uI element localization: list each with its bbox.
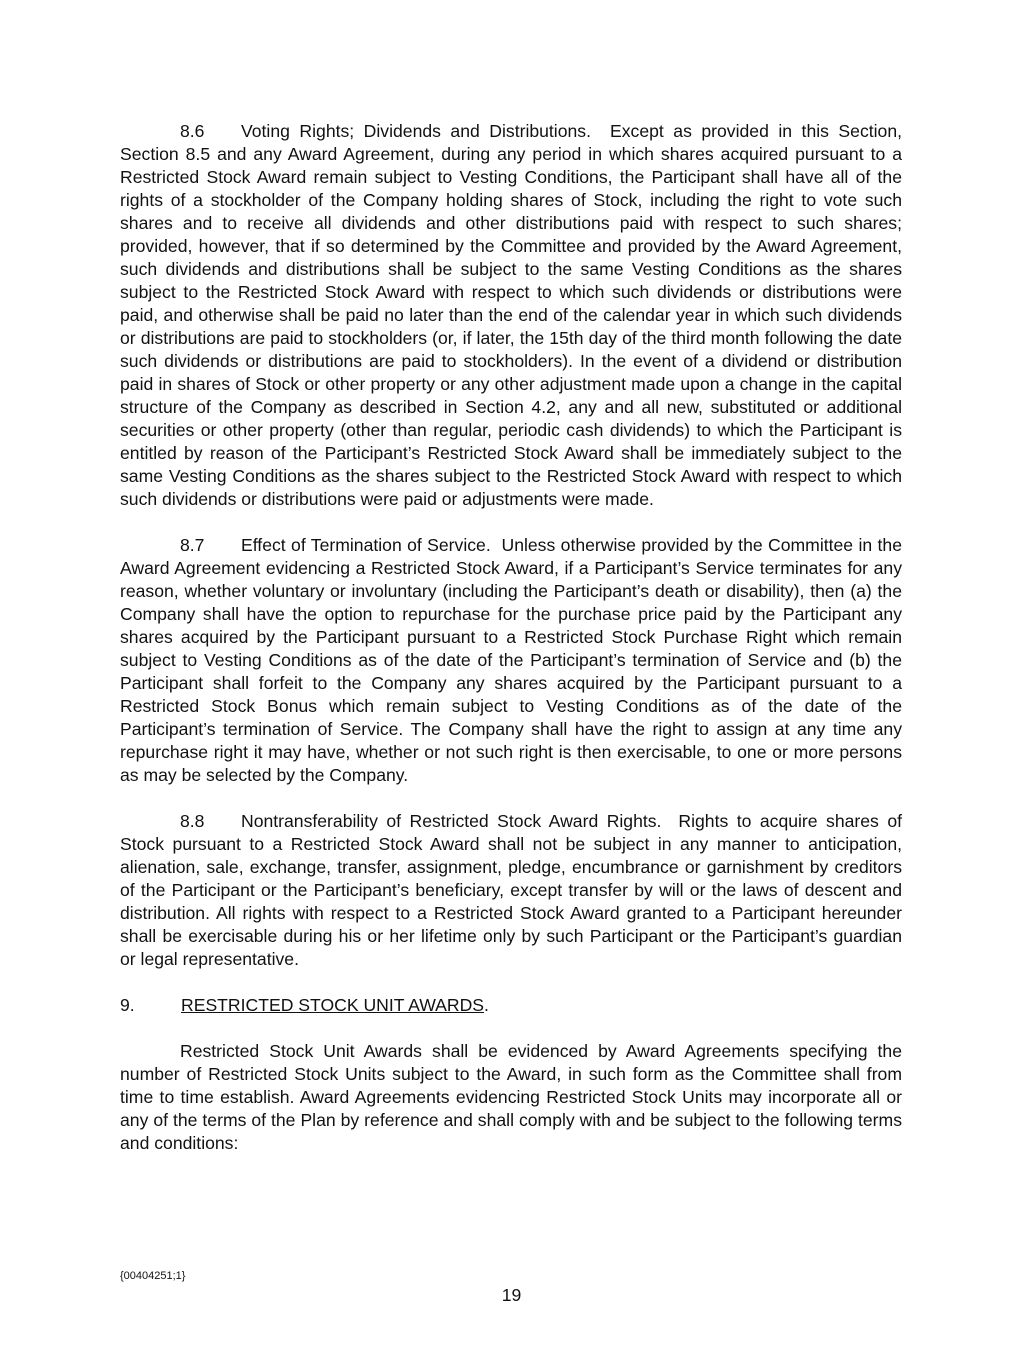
article-title: RESTRICTED STOCK UNIT AWARDS bbox=[181, 995, 485, 1015]
section-title: Effect of Termination of Service. bbox=[241, 535, 491, 555]
document-body bbox=[120, 120, 902, 1155]
section-8-6 bbox=[120, 120, 902, 511]
section-number: 8.6 bbox=[180, 121, 205, 141]
article-body: Restricted Stock Unit Awards shall be evidenced by Award Agreements specifying the number of Restricted Stock Units subject to the Award, in such form as the Committee shall from time to time establish. Award Agreements evidencing Restricted Stock Units may incorporate all or any of the terms of the Plan by reference and shall comply with and be subject to the following terms and conditions: bbox=[120, 1041, 902, 1153]
article-number: 9. bbox=[120, 995, 135, 1015]
spacer bbox=[120, 787, 902, 810]
section-number: 8.7 bbox=[180, 535, 205, 555]
article-title-suffix: . bbox=[484, 995, 489, 1015]
page-number: 19 bbox=[501, 1285, 522, 1305]
section-title: Voting Rights; Dividends and Distributions. bbox=[241, 121, 591, 141]
section-body: Rights to acquire shares of Stock pursuant to a Restricted Stock Award shall not be subject in any manner to anticipation, alienation, sale, exchange, transfer, assignment, pledge, encumbrance or garnishment by creditors of the Participant or the Participant’s beneficiary, except transfer by will or the laws of descent and distribution. All rights with respect to a Restricted Stock Award granted to a Participant hereunder shall be exercisable during his or her lifetime only by such Participant or the Participant’s guardian or legal representative. bbox=[120, 811, 902, 969]
section-8-7 bbox=[120, 534, 902, 787]
section-number: 8.8 bbox=[180, 811, 205, 831]
section-title: Nontransferability of Restricted Stock Award Rights. bbox=[241, 811, 662, 831]
section-body: Unless otherwise provided by the Committee in the Award Agreement evidencing a Restricted Stock Award, if a Participant’s Service terminates for any reason, whether voluntary or involuntary (including the Participant’s death or disability), then (a) the Company shall have the option to repurchase for the purchase price paid by the Participant any shares acquired by the Participant pursuant to a Restricted Stock Purchase Right which remain subject to Vesting Conditions as of the date of the Participant’s termination of Service and (b) the Participant shall forfeit to the Company any shares acquired by the Participant pursuant to a Restricted Stock Bonus which remain subject to Vesting Conditions as of the date of the Participant’s termination of Service. The Company shall have the right to assign at any time any repurchase right it may have, whether or not such right is then exercisable, to one or more persons as may be selected by the Company. bbox=[120, 535, 902, 785]
article-heading bbox=[120, 994, 902, 1017]
spacer bbox=[120, 511, 902, 534]
document-id: {00404251;1} bbox=[120, 1270, 186, 1282]
section-body: Except as provided in this Section, Section 8.5 and any Award Agreement, during any period in which shares acquired pursuant to a Restricted Stock Award remain subject to Vesting Conditions, the Participant shall have all of the rights of a stockholder of the Company holding shares of Stock, including the right to vote such shares and to receive all dividends and other distributions paid with respect to such shares; provided, however, that if so determined by the Committee and provided by the Award Agreement, such dividends and distributions shall be subject to the same Vesting Conditions as the shares subject to the Restricted Stock Award with respect to which such dividends or distributions were paid, and otherwise shall be paid no later than the end of the calendar year in which such dividends or distributions are paid to stockholders (or, if later, the 15th day of the third month following the date such dividends or distributions are paid to stockholders). In the event of a dividend or distribution paid in shares of Stock or other property or any other adjustment made upon a change in the capital structure of the Company as described in Section 4.2, any and all new, substituted or additional securities or other property (other than regular, periodic cash dividends) to which the Participant is entitled by reason of the Participant’s Restricted Stock Award shall be immediately subject to the same Vesting Conditions as the shares subject to the Restricted Stock Award with respect to which such dividends or distributions were paid or adjustments were made. bbox=[120, 121, 903, 509]
spacer bbox=[120, 1017, 902, 1040]
section-8-8 bbox=[120, 810, 902, 971]
spacer bbox=[120, 971, 902, 994]
